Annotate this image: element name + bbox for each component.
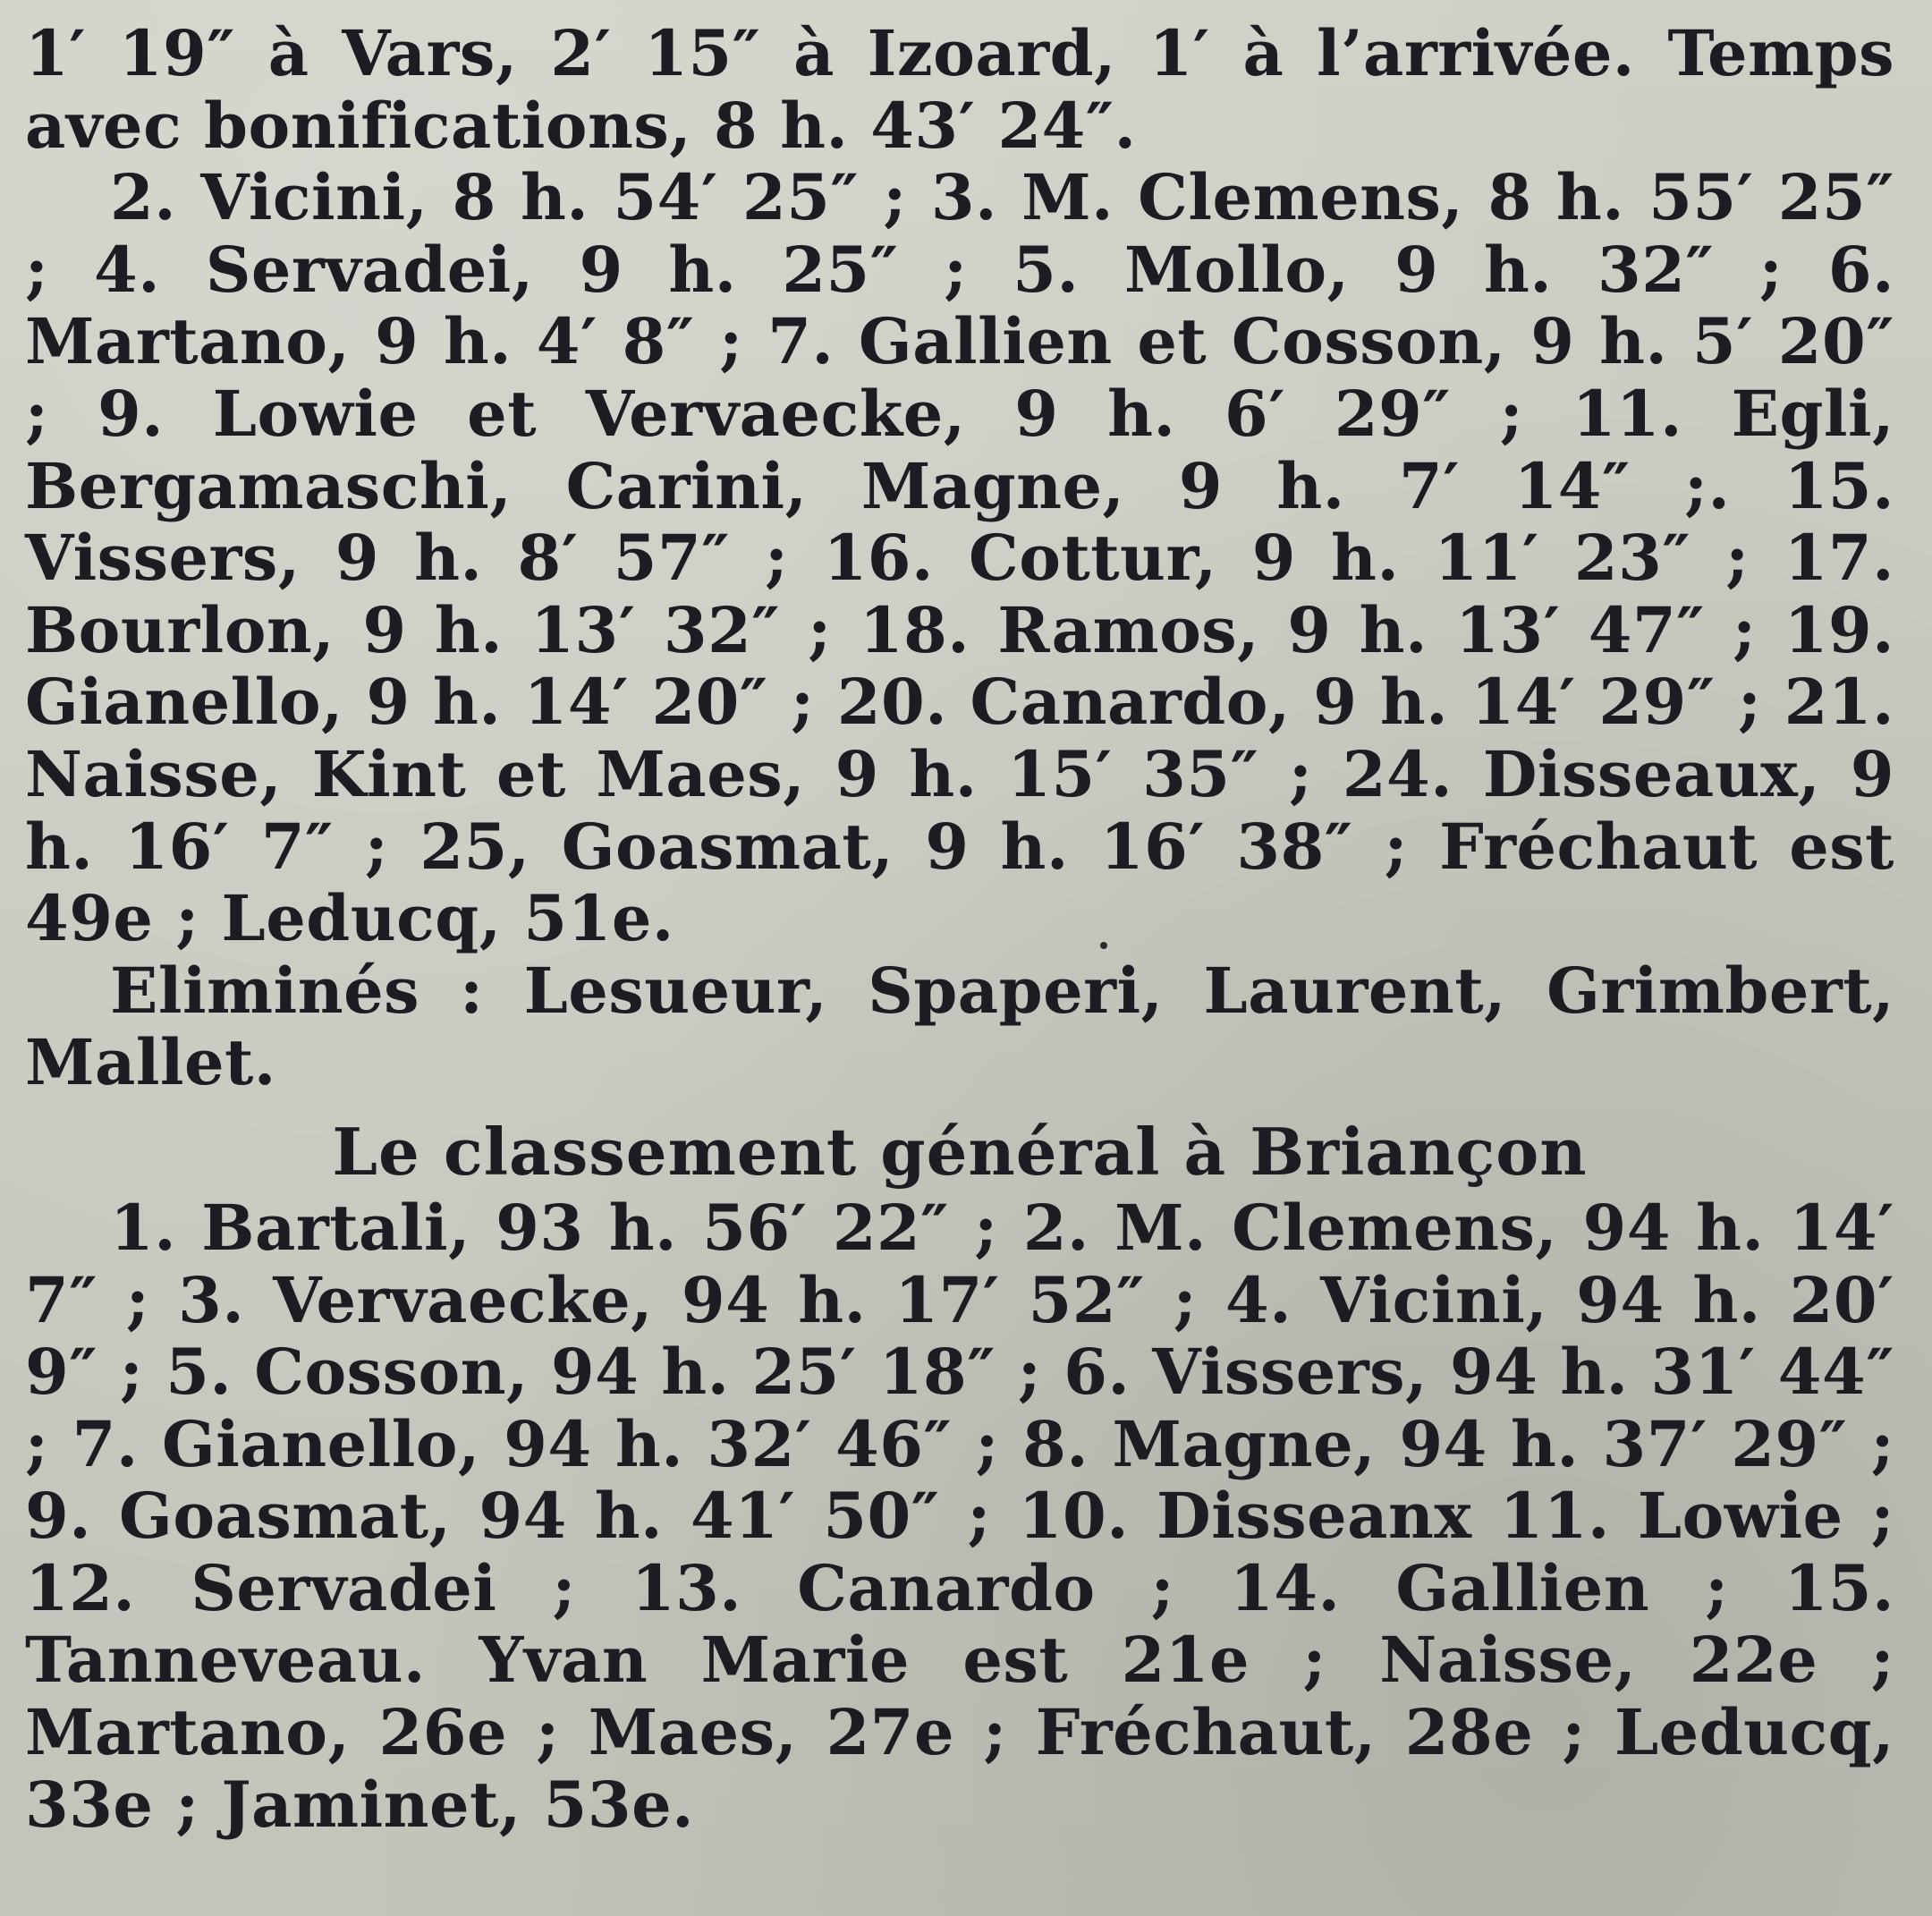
section-heading: Le classement général à Briançon [332, 1113, 1588, 1190]
eliminated-list: Lesueur, Spaperi, Laurent, Grimbert, Mallet. [25, 953, 1894, 1100]
eliminated-label: Eliminés : [110, 953, 484, 1028]
ink-spot [1100, 942, 1107, 949]
stage-results-paragraph: 2. Vicini, 8 h. 54′ 25″ ; 3. M. Clemens, 8 h. 55′ 25″ ; 4. Servadei, 9 h. 25″ ; 5. Mollo, 9 h. 32″ ; 6. Martano, 9 h. 4′ 8″ ; 7. Gallien et Cosson, 9 h. 5′ 20″ ; 9. Lowie et Vervaecke, 9 h. 6′ 29″ ; 11. Egli, Bergamaschi, Carini, Magne, 9 h. 7′ 14″ ;. 15. Vissers, 9 h. 8′ 57″ ; 16. Cottur, 9 h. 11′ 23″ ; 17. Bourlon, 9 h. 13′ 32″ ; 18. Ramos, 9 h. 13′ 47″ ; 19. Gianello, 9 h. 14′ 20″ ; 20. Canardo, 9 h. 14′ 29″ ; 21. Naisse, Kint et Maes, 9 h. 15′ 35″ ; 24. Disseaux, 9 h. 16′ 7″ ; 25, Goasmat, 9 h. 16′ 38″ ; Fréchaut est 49e ; Leducq, 51e. [25, 160, 1894, 956]
general-results-paragraph: 1. Bartali, 93 h. 56′ 22″ ; 2. M. Clemens, 94 h. 14′ 7″ ; 3. Vervaecke, 94 h. 17′ 52″ ; 4. Vicini, 94 h. 20′ 9″ ; 5. Cosson, 94 h. 25′ 18″ ; 6. Vissers, 94 h. 31′ 44″ ; 7. Gianello, 94 h. 32′ 46″ ; 8. Magne, 94 h. 37′ 29″ ; 9. Goasmat, 94 h. 41′ 50″ ; 10. Disseanx 11. Lowie ; 12. Servadei ; 13. Canardo ; 14. Gallien ; 15. Tanneveau. Yvan Marie est 21e ; Naisse, 22e ; Martano, 26e ; Maes, 27e ; Fréchaut, 28e ; Leducq, 33e ; Jaminet, 53e. [25, 1190, 1894, 1842]
paragraph-continuation: 1′ 19″ à Vars, 2′ 15″ à Izoard, 1′ à l’arrivée. Temps avec bonifications, 8 h. 43′ 24″. [25, 16, 1894, 163]
stage-section [25, 18, 1894, 1099]
general-classification-section [25, 1192, 1894, 1841]
eliminated-paragraph [25, 955, 1894, 1099]
newspaper-clipping [25, 18, 1894, 1841]
